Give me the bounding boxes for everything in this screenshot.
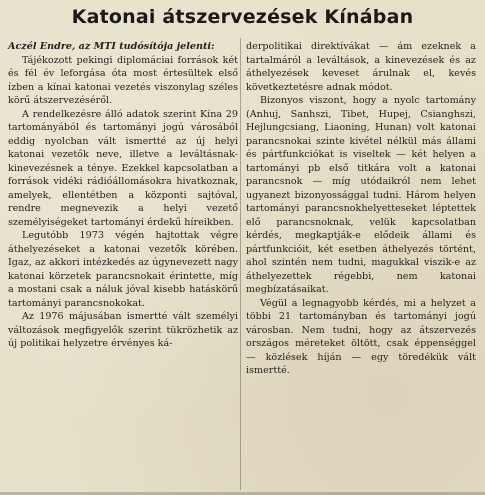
- article-byline: Aczél Endre, az MTI tudósítója jelenti:: [8, 41, 215, 52]
- article-paragraph: Legutóbb 1973 végén hajtottak végre áthelyezéseket a katonai vezetők körében. Igaz, az akkori intézkedés az úgynevezett nagy katonai körzetek parancsnokait érintette, míg a mostani csak a náluk jóval kisebb hatáskörű tartományi parancsnokokat.: [8, 230, 238, 309]
- article-paragraph: Végül a legnagyobb kérdés, mi a helyzet a többi 21 tartományban és tartományi jogú városban. Nem tudni, hogy az átszervezés országos méreteket öltött, csak éppenséggel — közlések híján — egy töredékük vált ismertté.: [246, 297, 476, 376]
- article-title: Katonai átszervezések Kínában: [71, 6, 414, 28]
- column-divider: [240, 38, 241, 490]
- article-column-left: [8, 40, 238, 351]
- article-paragraph: Tájékozott pekingi diplomáciai források két és fél év leforgása óta most értesültek első ízben a kínai katonai vezetés viszonylag széles körű átszervezéséről.: [8, 54, 238, 106]
- article-paragraph: Bizonyos viszont, hogy a nyolc tartomány (Anhuj, Sanhszi, Tibet, Hupej, Csianghszi, Hejlungcsiang, Liaoning, Hunan) volt katonai parancsnokai szinte kivétel nélkül más állami és pártfunkciókat is viseltek — két helyen a tartományi pb első titkára volt a katonai parancsnok — míg utódaikról nem lehet ugyanezt bizonyossággal tudni. Három helyen tartományi parancsnokhelyetteseket léptettek elő parancsnoknak, velük kapcsolatban kérdés, megkaptják-e elődeik állami és pártfunkcióit, két esetben áthelyezés történt, ahol szintén nem tudni, magukkal viszik-e az áthelyezettek régebbi, nem katonai megbízatásaikat.: [246, 95, 476, 295]
- article-paragraph: Az 1976 májusában ismertté vált személyi változások megfigyelők szerint tükrözhetik az új politikai helyzetre érvényes ká-: [8, 311, 238, 349]
- article-paragraph: derpolitikai direktívákat — ám ezeknek a tartalmáról a leváltások, a kinevezések és az áthelyezések keveset árulnak el, kevés következtetésre adnak módot.: [246, 41, 476, 93]
- article-paragraph: A rendelkezésre álló adatok szerint Kína 29 tartományából és tartományi jogú városából eddig nyolcban vált ismertté az új helyi katonai vezetők neve, illetve a leváltásnak-kinevezésnek a ténye. Ezekkel kapcsolatban a források vidéki rádióállomásokra hivatkoznak, amelyek, ellentétben a központi sajtóval, rendre megnevezik a helyi vezető személyiségeket tartományi érdekű híreikben.: [8, 108, 238, 228]
- article-column-right: [246, 40, 476, 378]
